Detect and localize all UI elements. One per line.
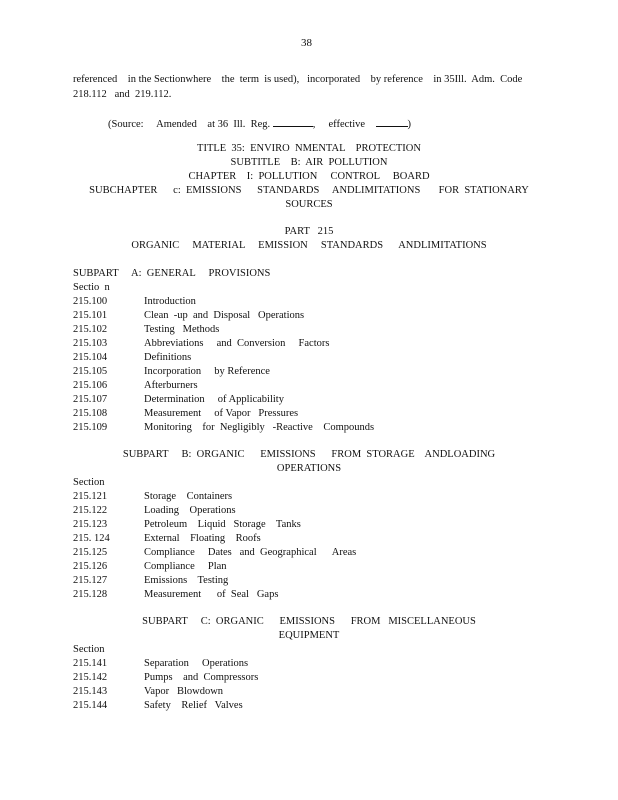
section-number: 215.125 — [73, 547, 108, 558]
source-prefix: (Source: Amended at 36 Ill. Reg. — [108, 119, 271, 130]
section-number: 215.128 — [73, 589, 108, 600]
section-title: Determination of Applicability — [144, 394, 284, 405]
section-title: Measurement of Seal Gaps — [144, 589, 279, 600]
subpart-b-heading-line1: SUBPART B: ORGANIC EMISSIONS FROM STORAGE ANDLOADING — [122, 449, 496, 460]
section-number: 215.122 — [73, 505, 108, 516]
section-number: 215.123 — [73, 519, 108, 530]
section-number: 215.107 — [73, 394, 108, 405]
section-title: Afterburners — [144, 380, 198, 391]
section-number: 215.141 — [73, 658, 108, 669]
subpart-b-section-label: Section — [73, 477, 105, 488]
source-note — [108, 115, 411, 132]
section-number: 215.105 — [73, 366, 108, 377]
subpart-a-section-label: Sectio n — [73, 282, 110, 293]
section-title: Compliance Plan — [144, 561, 227, 572]
register-blank — [273, 115, 313, 127]
subtitle-heading: SUBTITLE B: AIR POLLUTION — [230, 157, 388, 168]
section-title: Compliance Dates and Geographical Areas — [144, 547, 357, 558]
source-close: ) — [407, 119, 412, 130]
section-title: Abbreviations and Conversion Factors — [144, 338, 330, 349]
source-effective: effective — [328, 119, 366, 130]
section-title: Emissions Testing — [144, 575, 229, 586]
section-number: 215.121 — [73, 491, 108, 502]
section-number: 215.127 — [73, 575, 108, 586]
subpart-b-heading-line2: OPERATIONS — [276, 463, 342, 474]
section-number: 215.106 — [73, 380, 108, 391]
section-title: Testing Methods — [144, 324, 220, 335]
section-title: Clean -up and Disposal Operations — [144, 310, 305, 321]
section-number: 215.142 — [73, 672, 108, 683]
source-comma: , — [312, 119, 316, 130]
section-number: 215.144 — [73, 700, 108, 711]
section-number: 215.109 — [73, 422, 108, 433]
section-number: 215.101 — [73, 310, 108, 321]
section-title: Definitions — [144, 352, 192, 363]
section-number: 215.103 — [73, 338, 108, 349]
page-number: 38 — [301, 37, 312, 49]
section-title: Vapor Blowdown — [144, 686, 224, 697]
section-title: Pumps and Compressors — [144, 672, 259, 683]
subchapter-heading-line1: SUBCHAPTER c: EMISSIONS STANDARDS ANDLIMITATIONS FOR STATIONARY — [89, 185, 529, 196]
intro-line-1: referenced in the Sectionwhere the term is used), incorporated by reference in 35Ill. Adm. Code — [73, 74, 523, 85]
title-heading: TITLE 35: ENVIRO NMENTAL PROTECTION — [197, 143, 421, 154]
part-title: ORGANIC MATERIAL EMISSION STANDARDS ANDLIMITATIONS — [131, 240, 487, 251]
section-title: Separation Operations — [144, 658, 249, 669]
section-number: 215.102 — [73, 324, 108, 335]
section-title: Petroleum Liquid Storage Tanks — [144, 519, 301, 530]
section-number: 215.104 — [73, 352, 108, 363]
section-number: 215.100 — [73, 296, 108, 307]
subchapter-heading-line2: SOURCES — [285, 199, 333, 210]
subpart-c-heading-line1: SUBPART C: ORGANIC EMISSIONS FROM MISCELLANEOUS — [142, 616, 476, 627]
section-number: 215. 124 — [73, 533, 110, 544]
section-title: Storage Containers — [144, 491, 233, 502]
section-title: External Floating Roofs — [144, 533, 261, 544]
section-title: Measurement of Vapor Pressures — [144, 408, 299, 419]
part-heading: PART 215 — [284, 226, 334, 237]
subpart-a-heading: SUBPART A: GENERAL PROVISIONS — [73, 268, 271, 279]
section-number: 215.126 — [73, 561, 108, 572]
subpart-c-heading-line2: EQUIPMENT — [278, 630, 340, 641]
section-title: Introduction — [144, 296, 196, 307]
section-number: 215.143 — [73, 686, 108, 697]
effective-date-blank — [376, 115, 408, 127]
chapter-heading: CHAPTER I: POLLUTION CONTROL BOARD — [188, 171, 430, 182]
intro-line-2: 218.112 and 219.112. — [73, 89, 172, 100]
section-number: 215.108 — [73, 408, 108, 419]
section-title: Safety Relief Valves — [144, 700, 243, 711]
subpart-c-section-label: Section — [73, 644, 105, 655]
section-title: Monitoring for Negligibly -Reactive Compounds — [144, 422, 375, 433]
section-title: Loading Operations — [144, 505, 236, 516]
section-title: Incorporation by Reference — [144, 366, 270, 377]
